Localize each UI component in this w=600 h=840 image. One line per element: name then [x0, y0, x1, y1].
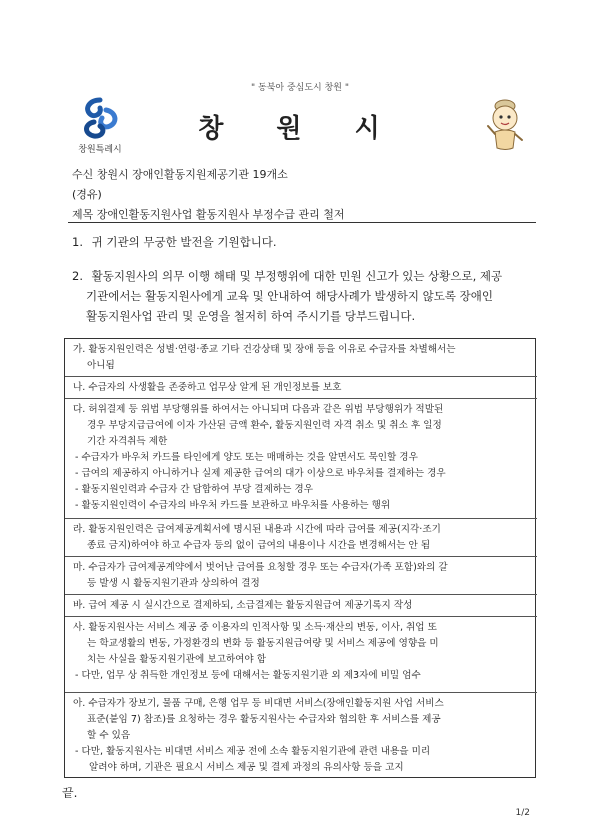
guideline-line: - 활동지원인력과 수급자 간 담합하여 부당 결제하는 경우	[75, 484, 313, 495]
mascot-character-icon	[482, 96, 528, 154]
paragraph-1-number: 1.	[72, 235, 83, 249]
page-number: 1/2	[515, 808, 530, 818]
guideline-item	[65, 399, 537, 519]
guideline-line: 나. 수급자의 사생활을 존중하고 업무상 알게 된 개인정보를 보호	[73, 382, 342, 393]
guideline-item	[65, 693, 537, 779]
guideline-line: 알려야 하며, 기관은 필요시 서비스 제공 및 결제 과정의 유의사항 등을 고지	[89, 762, 404, 773]
guideline-line: 종료 금지)하여야 하고 수급자 등의 없이 급여의 내용이나 시간을 변경해서는 안 됨	[87, 540, 431, 551]
guideline-line: 아. 수급자가 장보기, 물품 구매, 은행 업무 등 비대면 서비스(장애인활동지원 사업 서비스	[73, 698, 444, 709]
guideline-line: 할 수 있음	[87, 730, 131, 741]
header-divider	[68, 222, 536, 223]
guidelines-box	[64, 338, 536, 778]
recipient-line: 수신 창원시 장애인활동지원제공기관 19개소	[72, 168, 288, 181]
paragraph-2-line-3: 활동지원사업 관리 및 운영을 철저히 하여 주시기를 당부드립니다.	[86, 309, 416, 323]
guideline-line: 다. 허위결제 등 위법 부당행위를 하여서는 아니되며 다음과 같은 위법 부당행위가 적발된	[73, 404, 444, 415]
guideline-line: 등 발생 시 활동지원기관과 상의하여 결정	[87, 578, 260, 589]
end-mark: 끝.	[62, 786, 78, 800]
guideline-line: 바. 급여 제공 시 실시간으로 결제하되, 소급결제는 활동지원급여 제공기록지 작성	[73, 600, 413, 611]
guideline-line: 사. 활동지원사는 서비스 제공 중 이용자의 인적사항 및 소득·재산의 변동, 이사, 취업 또	[73, 622, 437, 633]
guideline-line: 는 학교생활의 변동, 가정환경의 변화 등 활동지원급여량 및 서비스 제공에 영향을 미	[87, 638, 439, 649]
guideline-item	[65, 519, 537, 557]
guideline-line: 가. 활동지원인력은 성별·연령·종교 기타 건강상태 및 장애 등을 이유로 수급자를 차별해서는	[73, 344, 456, 355]
guideline-item	[65, 377, 537, 399]
guideline-line: - 급여의 제공하지 아니하거나 실제 제공한 급여의 대가 이상으로 바우처를 결제하는 경우	[75, 468, 446, 479]
paragraph-2-line-2: 기관에서는 활동지원사에게 교육 및 안내하여 해당사례가 발생하지 않도록 장애인	[86, 289, 493, 303]
guideline-line: - 활동지원인력이 수급자의 바우처 카드를 보관하고 바우처를 사용하는 행위	[75, 500, 391, 511]
guideline-line: 기간 자격취득 제한	[87, 436, 168, 447]
paragraph-2-line-1: 활동지원사의 의무 이행 해태 및 부정행위에 대한 민원 신고가 있는 상황으로, 제공	[91, 269, 503, 283]
guideline-line: 마. 수급자가 급여제공계약에서 벗어난 급여를 요청할 경우 또는 수급자(가족 포함)와의 갈	[73, 562, 448, 573]
paragraph-2	[72, 266, 542, 326]
via-line: (경유)	[72, 188, 102, 201]
city-label: 창원특례시	[78, 145, 122, 155]
guideline-line: 경우 부당지급급여에 이자 가산된 금액 환수, 활동지원인력 자격 취소 및 취소 후 일정	[87, 420, 442, 431]
paragraph-1-text: 귀 기관의 무궁한 발전을 기원합니다.	[91, 235, 277, 249]
guideline-line: 라. 활동지원인력은 급여제공계획서에 명시된 내용과 시간에 따라 급여를 제공(지각·조기	[73, 524, 441, 535]
paragraph-1	[72, 232, 542, 252]
guideline-item	[65, 617, 537, 693]
guideline-line: - 다만, 활동지원사는 비대면 서비스 제공 전에 소속 활동지원기관에 관련 내용을 미리	[75, 746, 431, 757]
guideline-line: 치는 사실을 활동지원기관에 보고하여야 함	[87, 654, 267, 665]
guideline-item	[65, 557, 537, 595]
mascot	[482, 96, 528, 158]
slogan: " 동북아 중심도시 창원 "	[251, 83, 349, 93]
guideline-line: 아니됨	[87, 360, 115, 371]
guideline-line: 표준(붙임 7) 참조)를 요청하는 경우 활동지원사는 수급자와 협의한 후 서비스를 제공	[87, 714, 441, 725]
paragraph-2-number: 2.	[72, 269, 83, 283]
guideline-item	[65, 339, 537, 377]
guideline-line: - 다만, 업무 상 취득한 개인정보 등에 대해서는 활동지원기관 외 제3자에 비밀 엄수	[75, 670, 421, 681]
document-title: 창 원 시	[198, 114, 402, 144]
guideline-item	[65, 595, 537, 617]
guideline-line: - 수급자가 바우처 카드를 타인에게 양도 또는 매매하는 것을 알면서도 묵인할 경우	[75, 452, 418, 463]
subject-line: 제목 장애인활동지원사업 활동지원사 부정수급 관리 철저	[72, 208, 345, 221]
